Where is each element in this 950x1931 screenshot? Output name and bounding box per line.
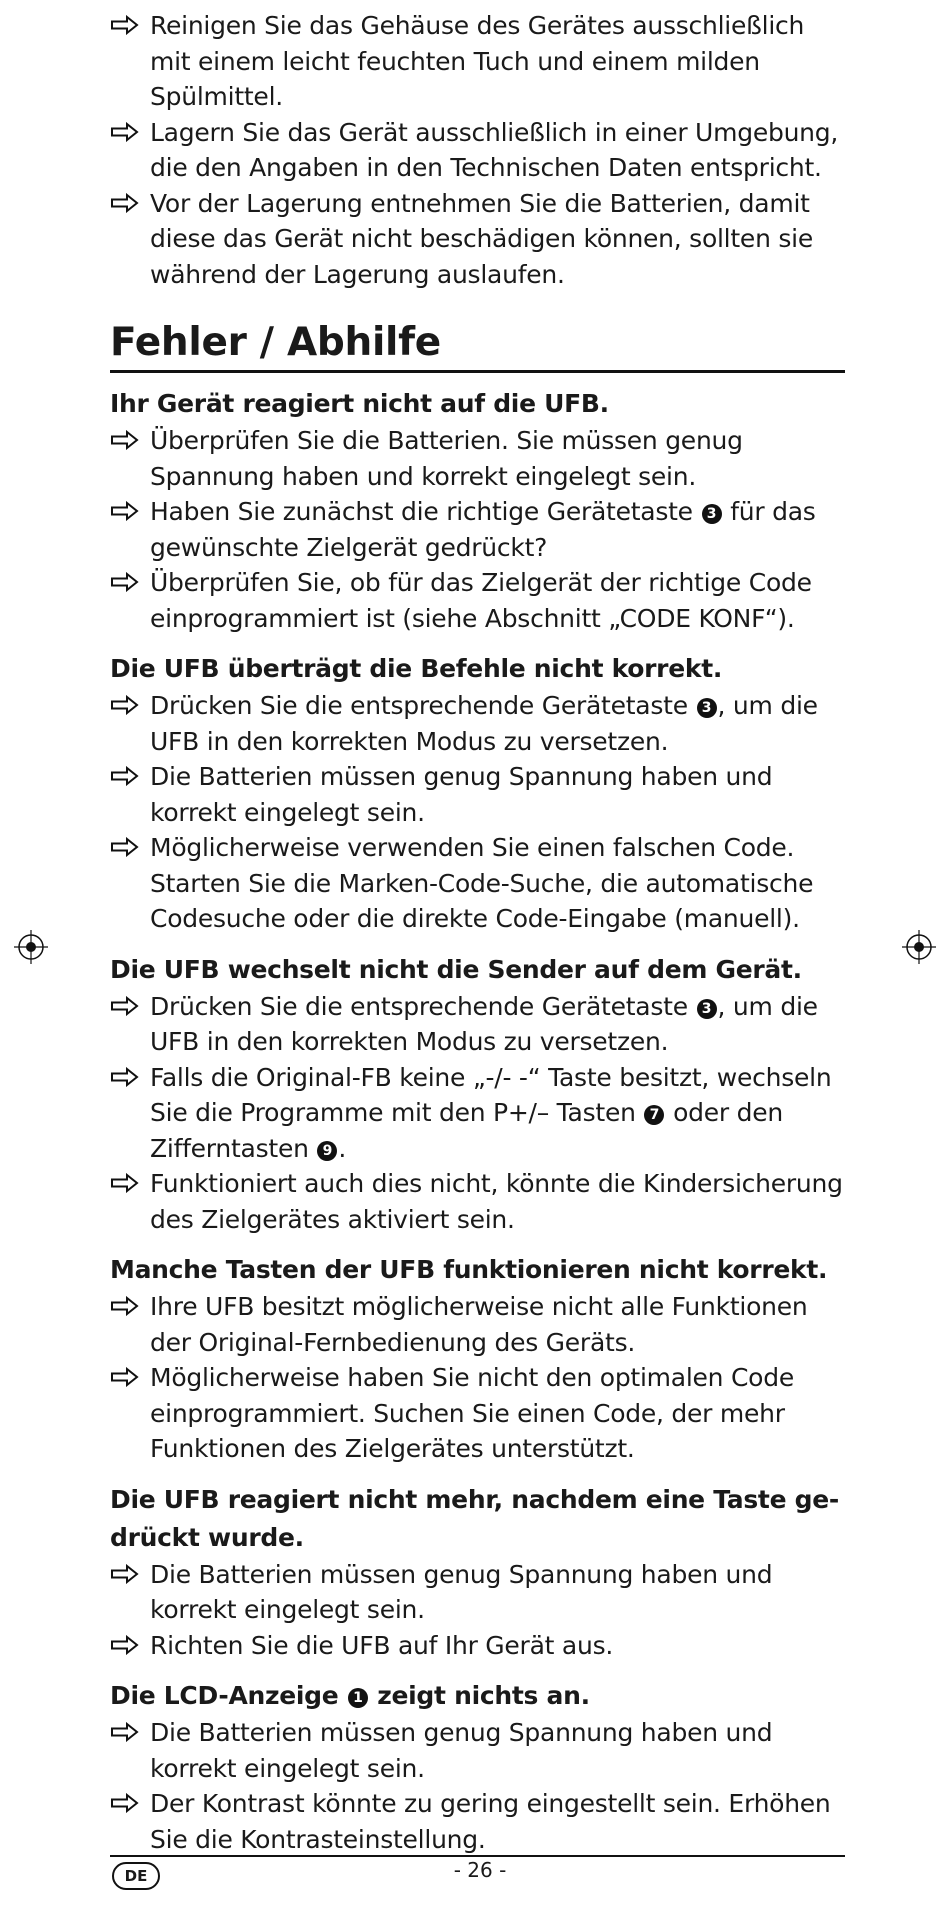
list-item-text: Haben Sie zunächst die richtige Gerätetaste bbox=[150, 497, 693, 526]
list-item bbox=[110, 1166, 845, 1237]
arrow-right-icon bbox=[110, 766, 140, 786]
section-title: Fehler / Abhilfe bbox=[110, 320, 845, 373]
problem-heading bbox=[110, 1677, 845, 1715]
problem-heading: Die UFB reagiert nicht mehr, nachdem eine Taste gedrückt wurde. bbox=[110, 1484, 840, 1552]
list-item-text: Reinigen Sie das Gehäuse des Gerätes ausschließlich mit einem leicht feuchten Tuch und einem milden Spülmittel. bbox=[150, 11, 805, 111]
arrow-right-icon bbox=[110, 996, 140, 1016]
arrow-right-icon bbox=[110, 1635, 140, 1655]
footer-divider bbox=[110, 1855, 845, 1857]
list-item-text: . bbox=[338, 1133, 347, 1163]
problem-heading: Manche Tasten der UFB funktionieren nicht korrekt. bbox=[110, 1255, 828, 1284]
problem-heading: Ihr Gerät reagiert nicht auf die UFB. bbox=[110, 389, 609, 418]
problem-heading: Die UFB wechselt nicht die Sender auf dem Gerät. bbox=[110, 954, 802, 984]
arrow-right-icon bbox=[110, 1173, 140, 1193]
list-item bbox=[110, 8, 845, 115]
list-item bbox=[110, 423, 845, 494]
arrow-right-icon bbox=[110, 1722, 140, 1742]
arrow-right-icon bbox=[110, 15, 140, 35]
list-item bbox=[110, 989, 845, 1060]
arrow-right-icon bbox=[110, 695, 140, 715]
key-number-badge: 3 bbox=[697, 698, 717, 718]
key-number-badge: 3 bbox=[697, 999, 717, 1019]
arrow-right-icon bbox=[110, 837, 140, 857]
list-item bbox=[110, 830, 845, 937]
list-item bbox=[110, 1557, 845, 1628]
arrow-right-icon bbox=[110, 1564, 140, 1584]
heading-text: Die LCD-Anzeige bbox=[110, 1681, 339, 1710]
page-content bbox=[110, 8, 845, 1857]
arrow-right-icon bbox=[110, 193, 140, 213]
list-item bbox=[110, 688, 845, 759]
registration-mark-icon bbox=[14, 930, 48, 964]
list-item bbox=[110, 565, 845, 636]
list-item-text: Falls die Original-FB keine „-/- -“ Taste besitzt, wechseln Sie die Programme mit den P+/– Tasten bbox=[150, 1062, 832, 1127]
list-item-text: Ihre UFB besitzt möglicherweise nicht alle Funktionen der Original-Fernbedienung des Geräts. bbox=[150, 1292, 808, 1357]
arrow-right-icon bbox=[110, 1296, 140, 1316]
list-item bbox=[110, 1786, 845, 1857]
list-item bbox=[110, 186, 845, 293]
arrow-right-icon bbox=[110, 1367, 140, 1387]
language-badge: DE bbox=[112, 1862, 160, 1890]
list-item-text: Drücken Sie die entsprechende Gerätetaste bbox=[150, 991, 688, 1021]
key-number-badge: 7 bbox=[644, 1105, 664, 1125]
list-item bbox=[110, 494, 845, 565]
list-item bbox=[110, 115, 845, 186]
arrow-right-icon bbox=[110, 572, 140, 592]
list-item-text: Richten Sie die UFB auf Ihr Gerät aus. bbox=[150, 1630, 614, 1660]
list-item bbox=[110, 1289, 845, 1360]
heading-text: zeigt nichts an. bbox=[377, 1681, 590, 1710]
list-item bbox=[110, 1715, 845, 1786]
arrow-right-icon bbox=[110, 501, 140, 521]
list-item-text: Die Batterien müssen genug Spannung haben und korrekt eingelegt sein. bbox=[150, 1559, 773, 1624]
list-item-text: Lagern Sie das Gerät ausschließlich in einer Umgebung, die den Angaben in den Technischen Daten entspricht. bbox=[150, 117, 839, 182]
key-number-badge: 1 bbox=[348, 1688, 368, 1708]
registration-mark-icon bbox=[902, 930, 936, 964]
arrow-right-icon bbox=[110, 122, 140, 142]
intro-list bbox=[110, 8, 845, 292]
list-item-text: Überprüfen Sie, ob für das Zielgerät der richtige Code einprogrammiert ist (siehe Abschnitt „CODE KONF“). bbox=[150, 568, 812, 633]
list-item bbox=[110, 1628, 845, 1664]
list-item-text: Die Batterien müssen genug Spannung haben und korrekt eingelegt sein. bbox=[150, 762, 773, 827]
key-number-badge: 3 bbox=[702, 504, 722, 524]
list-item-text: Vor der Lagerung entnehmen Sie die Batterien, damit diese das Gerät nicht beschädigen können, sollten sie während der Lagerung auslaufen. bbox=[150, 188, 813, 289]
problem-heading: Die UFB überträgt die Befehle nicht korrekt. bbox=[110, 654, 723, 683]
arrow-right-icon bbox=[110, 1793, 140, 1813]
list-item bbox=[110, 759, 845, 830]
list-item-text: , um die UFB in den korrekten Modus zu versetzen. bbox=[150, 691, 818, 756]
list-item bbox=[110, 1060, 845, 1167]
arrow-right-icon bbox=[110, 430, 140, 450]
key-number-badge: 9 bbox=[317, 1141, 337, 1161]
page-number: - 26 - bbox=[453, 1858, 507, 1882]
arrow-right-icon bbox=[110, 1067, 140, 1087]
list-item-text: Der Kontrast könnte zu gering eingestellt sein. Erhöhen Sie die Kontrasteinstellung. bbox=[150, 1789, 831, 1854]
list-item-text: oder den Zifferntasten bbox=[150, 1098, 783, 1163]
list-item-text: Funktioniert auch dies nicht, könnte die Kindersicherung des Zielgerätes aktiviert sein. bbox=[150, 1169, 843, 1234]
list-item-text: Drücken Sie die entsprechende Gerätetaste bbox=[150, 691, 688, 720]
list-item-text: , um die UFB in den korrekten Modus zu versetzen. bbox=[150, 991, 818, 1056]
list-item-text: Möglicherweise haben Sie nicht den optimalen Code einprogrammiert. Suchen Sie einen Code, der mehr Funktionen des Zielgerätes unterstützt. bbox=[150, 1363, 794, 1463]
list-item-text: Überprüfen Sie die Batterien. Sie müssen genug Spannung haben und korrekt eingelegt sein. bbox=[150, 426, 743, 491]
list-item-text: für das gewünschte Zielgerät gedrückt? bbox=[150, 497, 816, 562]
list-item-text: Die Batterien müssen genug Spannung haben und korrekt eingelegt sein. bbox=[150, 1718, 773, 1783]
list-item-text: Möglicherweise verwenden Sie einen falschen Code. Starten Sie die Marken-Code-Suche, die automatische Codesuche oder die direkte Code-Eingabe (manuell). bbox=[150, 833, 814, 933]
list-item bbox=[110, 1360, 845, 1467]
